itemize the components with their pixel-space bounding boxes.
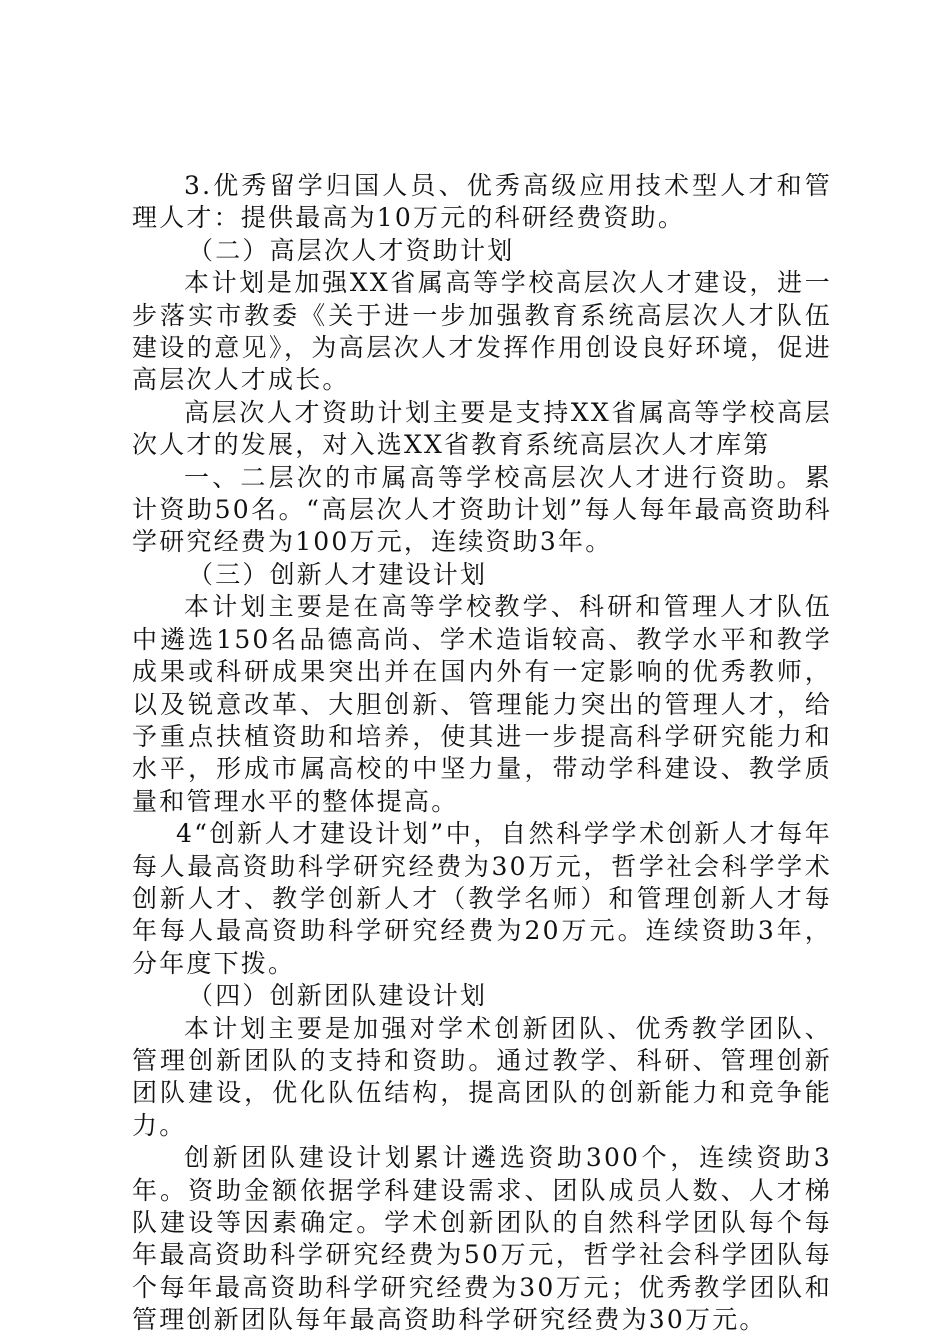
document-body: [132, 170, 832, 1337]
paragraph-team-funding: 创新团队建设计划累计遴选资助300个，连续资助3年。资助金额依据学科建设需求、团队成员人数、人才梯队建设等因素确定。学术创新团队的自然科学团队每个每年最高资助科学研究经费为50万元，哲学社会科学团队每个每年最高资助科学研究经费为30万元；优秀教学团队和管理创新团队每年最高资助科学研究经费为30万元。: [132, 1143, 832, 1335]
paragraph-item-3: 3.优秀留学归国人员、优秀高级应用技术型人才和管理人才：提供最高为10万元的科研经费资助。: [132, 171, 832, 233]
paragraph-innovation-talent: 本计划主要是在高等学校教学、科研和管理人才队伍中遴选150名品德高尚、学术造诣较高、教学水平和教学成果或科研成果突出并在国内外有一定影响的优秀教师，以及锐意改革、大胆创新、管理能力突出的管理人才，给予重点扶植资助和培养，使其进一步提高科学研究能力和水平，形成市属高校的中坚力量，带动学科建设、教学质量和管理水平的整体提高。: [132, 592, 832, 816]
paragraph-plan-funding: 一、二层次的市属高等学校高层次人才进行资助。累计资助50名。“高层次人才资助计划”每人每年最高资助科学研究经费为100万元，连续资助3年。: [132, 462, 832, 557]
section-heading-4: （四）创新团队建设计划: [188, 981, 488, 1011]
paragraph-innovation-funding: 4“创新人才建设计划”中，自然科学学术创新人才每年每人最高资助科学研究经费为30万元，哲学社会科学学术创新人才、教学创新人才（教学名师）和管理创新人才每年每人最高资助科学研究经费为20万元。连续资助3年，分年度下拨。: [132, 819, 832, 978]
section-heading-2: （二）高层次人才资助计划: [188, 235, 515, 265]
paragraph-plan-support: 高层次人才资助计划主要是支持XX省属高等学校高层次人才的发展，对入选XX省教育系统高层次人才库第: [132, 397, 832, 460]
paragraph-team-purpose: 本计划主要是加强对学术创新团队、优秀教学团队、管理创新团队的支持和资助。通过教学、科研、管理创新团队建设，优化队伍结构，提高团队的创新能力和竞争能力。: [132, 1013, 832, 1140]
paragraph-plan-purpose: 本计划是加强XX省属高等学校高层次人才建设，进一步落实市教委《关于进一步加强教育系统高层次人才队伍建设的意见》，为高层次人才发挥作用创设良好环境，促进高层次人才成长。: [132, 268, 832, 395]
section-heading-3: （三）创新人才建设计划: [188, 559, 488, 589]
